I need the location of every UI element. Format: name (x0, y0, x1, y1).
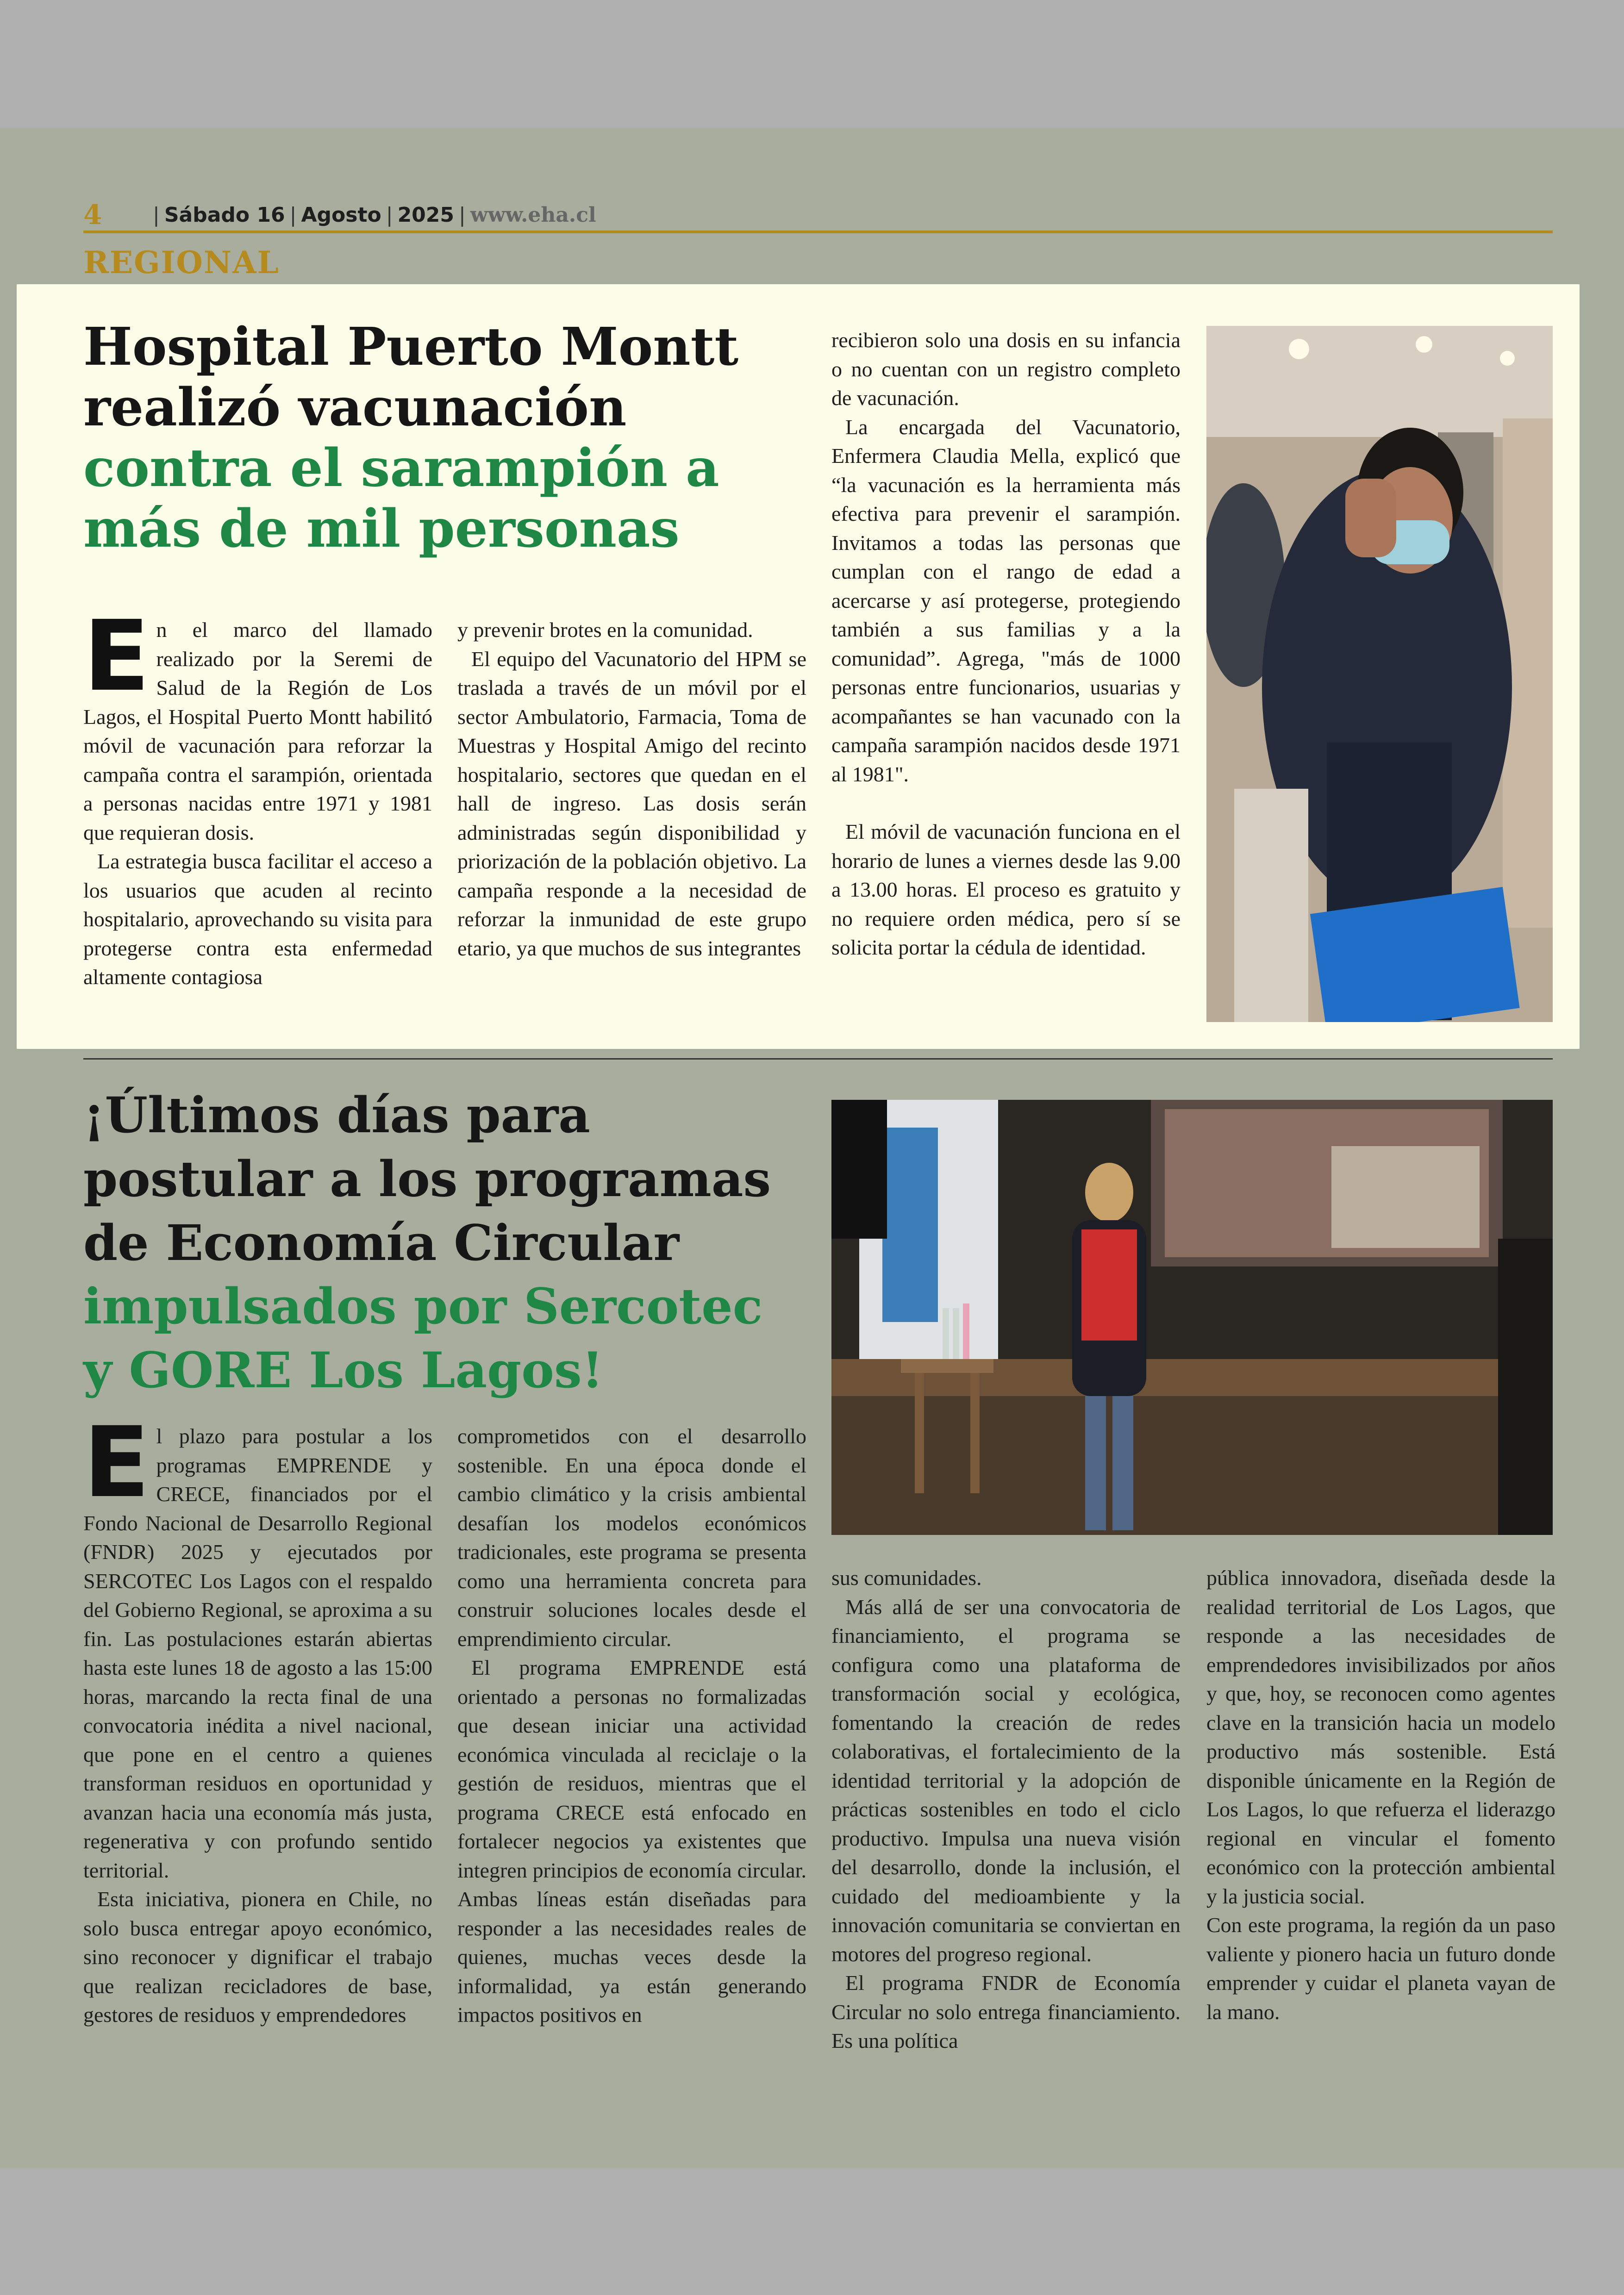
paragraph: El programa EMPRENDE está orientado a personas no formalizadas que desean iniciar una actividad económica vinculada al reciclaje o la gestión de residuos, mientras que el programa CRECE está enfocado en fortalecer negocios ya existentes que integren principios de economía circular. Ambas líneas están diseñadas para responder a las necesidades reales de quienes, muchas veces desde la informalidad, ya están generando impactos positivos en (457, 1656, 806, 2027)
issue-month: Agosto (301, 203, 381, 227)
section-label: REGIONAL (83, 244, 280, 281)
paragraph: El móvil de vacunación funciona en el horario de lunes a viernes desde las 9.00 a 13.00 horas. El proceso es gratuito y no requiere orden médica, pero sí se solicita portar la cédula de identidad. (831, 820, 1181, 959)
paragraph: La encargada del Vacunatorio, Enfermera Claudia Mella, explicó que “la vacunación es la herramienta más efectiva para prevenir el sarampión. Invitamos a todas las personas que cumplan con el rango de edad a acercarse y así protegerse, protegiendo también a sus familias y a la comunidad”. Agrega, "más de 1000 personas entre funcionarios, usuarias y acompañantes se han vacunado con la campaña sarampión nacidos desde 1971 al 1981". (831, 415, 1181, 786)
sercotec-event-photo (831, 1100, 1553, 1535)
page-folio: 4 | Sábado 16 | Agosto | 2025 | www.eha.cl (83, 199, 596, 231)
paragraph: Más allá de ser una convocatoria de financiamiento, el programa se configura como una plataforma de transformación social y ecológica, fomentando la creación de redes colaborativas, el fortalecimiento de la identidad territorial y la adopción de prácticas sostenibles en todo el ciclo productivo. Impulsa una nueva visión del desarrollo, donde la inclusión, el cuidado del medioambiente y la innovación comunitaria se conviertan en motores del progreso regional. (831, 1595, 1181, 1966)
paragraph: El programa FNDR de Economía Circular no solo entrega financiamiento. Es una política (831, 1971, 1181, 2052)
article-1-column-2 (457, 616, 806, 963)
paragraph: comprometidos con el desarrollo sostenible. En una época donde el cambio climático y la crisis ambiental desafían los modelos económicos tradicionales, este programa se presenta como una herramienta concreta para construir soluciones locales desde el emprendimiento circular. (457, 1424, 806, 1651)
article-2-column-1 (83, 1406, 432, 2030)
paragraph: recibieron solo una dosis en su infancia o no cuentan con un registro completo de vacunación. (831, 328, 1181, 410)
article-1-headline-line: más de mil personas (83, 499, 680, 560)
paragraph: La estrategia busca facilitar el acceso a los usuarios que acuden al recinto hospitalario, aprovechando su visita para protegerse contra esta enfermedad altamente contagiosa (83, 849, 432, 989)
article-2-headline-line: y GORE Los Lagos! (83, 1341, 604, 1399)
website-link[interactable]: www.eha.cl (470, 203, 596, 227)
issue-day: Sábado 16 (164, 203, 285, 227)
header-rule (83, 231, 1553, 233)
article-2-headline-line: ¡Últimos días para (83, 1086, 590, 1144)
article-2-column-4 (1206, 1564, 1555, 2027)
paragraph: Con este programa, la región da un paso valiente y pionero hacia un futuro donde emprender y cuidar el planeta vayan de la mano. (1206, 1913, 1555, 2024)
article-2-column-3 (831, 1564, 1181, 2056)
article-1-headline-line: contra el sarampión a (83, 438, 719, 499)
paragraph: n el marco del llamado realizado por la Seremi de Salud de la Región de Los Lagos, el Hospital Puerto Montt habilitó móvil de vacunación para reforzar la campaña contra el sarampión, orientada a personas nacidas entre 1971 y 1981 que requieran dosis. (83, 618, 432, 844)
article-1-headline (83, 317, 806, 559)
page-number: 4 (83, 199, 102, 231)
article-2-headline-line: postular a los programas (83, 1149, 771, 1208)
article-divider (83, 1058, 1553, 1060)
article-1-headline-line: Hospital Puerto Montt (83, 317, 739, 377)
paragraph: pública innovadora, diseñada desde la realidad territorial de Los Lagos, que responde a las necesidades de emprendedores invisibilizados por años y que, hoy, se reconocen como agentes clave en la transición hacia un modelo productivo más sostenible. Está disponible únicamente en la Región de Los Lagos, lo que refuerza el liderazgo regional en vincular el fomento económico con la protección ambiental y la justicia social. (1206, 1566, 1555, 1908)
vaccination-nurse-photo (1206, 326, 1553, 1022)
dropcap: E (83, 599, 150, 713)
paragraph: sus comunidades. (831, 1566, 982, 1590)
article-2-headline-line: de Economía Circular (83, 1213, 680, 1272)
dropcap: E (83, 1406, 150, 1519)
article-1-column-1 (83, 599, 432, 992)
article-2-column-2 (457, 1422, 806, 2030)
paragraph: l plazo para postular a los programas EMPRENDE y CRECE, financiados por el Fondo Nacional de Desarrollo Regional (FNDR) 2025 y ejecutados por SERCOTEC Los Lagos con el respaldo del Gobierno Regional, se aproxima a su fin. Las postulaciones estarán abiertas hasta este lunes 18 de agosto a las 15:00 horas, marcando la recta final de una convocatoria inédita a nivel nacional, que pone en el centro a quienes transforman residuos en oportunidad y avanzan hacia una economía más justa, regenerativa y con profundo sentido territorial. (83, 1424, 432, 1882)
article-2-headline-line: impulsados por Sercotec (83, 1277, 763, 1335)
paragraph: Esta iniciativa, pionera en Chile, no solo busca entregar apoyo económico, sino reconocer y dignificar el trabajo que realizan recicladores de base, gestores de residuos y emprendedores (83, 1887, 432, 2027)
article-1-headline-line: realizó vacunación (83, 377, 627, 438)
article-1-column-3 (831, 326, 1181, 962)
article-2-headline (83, 1083, 824, 1402)
paragraph: y prevenir brotes en la comunidad. (457, 618, 753, 642)
issue-year: 2025 (397, 203, 455, 227)
paragraph: El equipo del Vacunatorio del HPM se traslada a través de un móvil por el sector Ambulatorio, Farmacia, Toma de Muestras y Hospital Amigo del recinto hospitalario, sectores que quedan en el hall de ingreso. Las dosis serán administradas según disponibilidad y priorización de la población objetivo. La campaña responde a la necesidad de reforzar la inmunidad de este grupo etario, ya que muchos de sus integrantes (457, 647, 806, 960)
